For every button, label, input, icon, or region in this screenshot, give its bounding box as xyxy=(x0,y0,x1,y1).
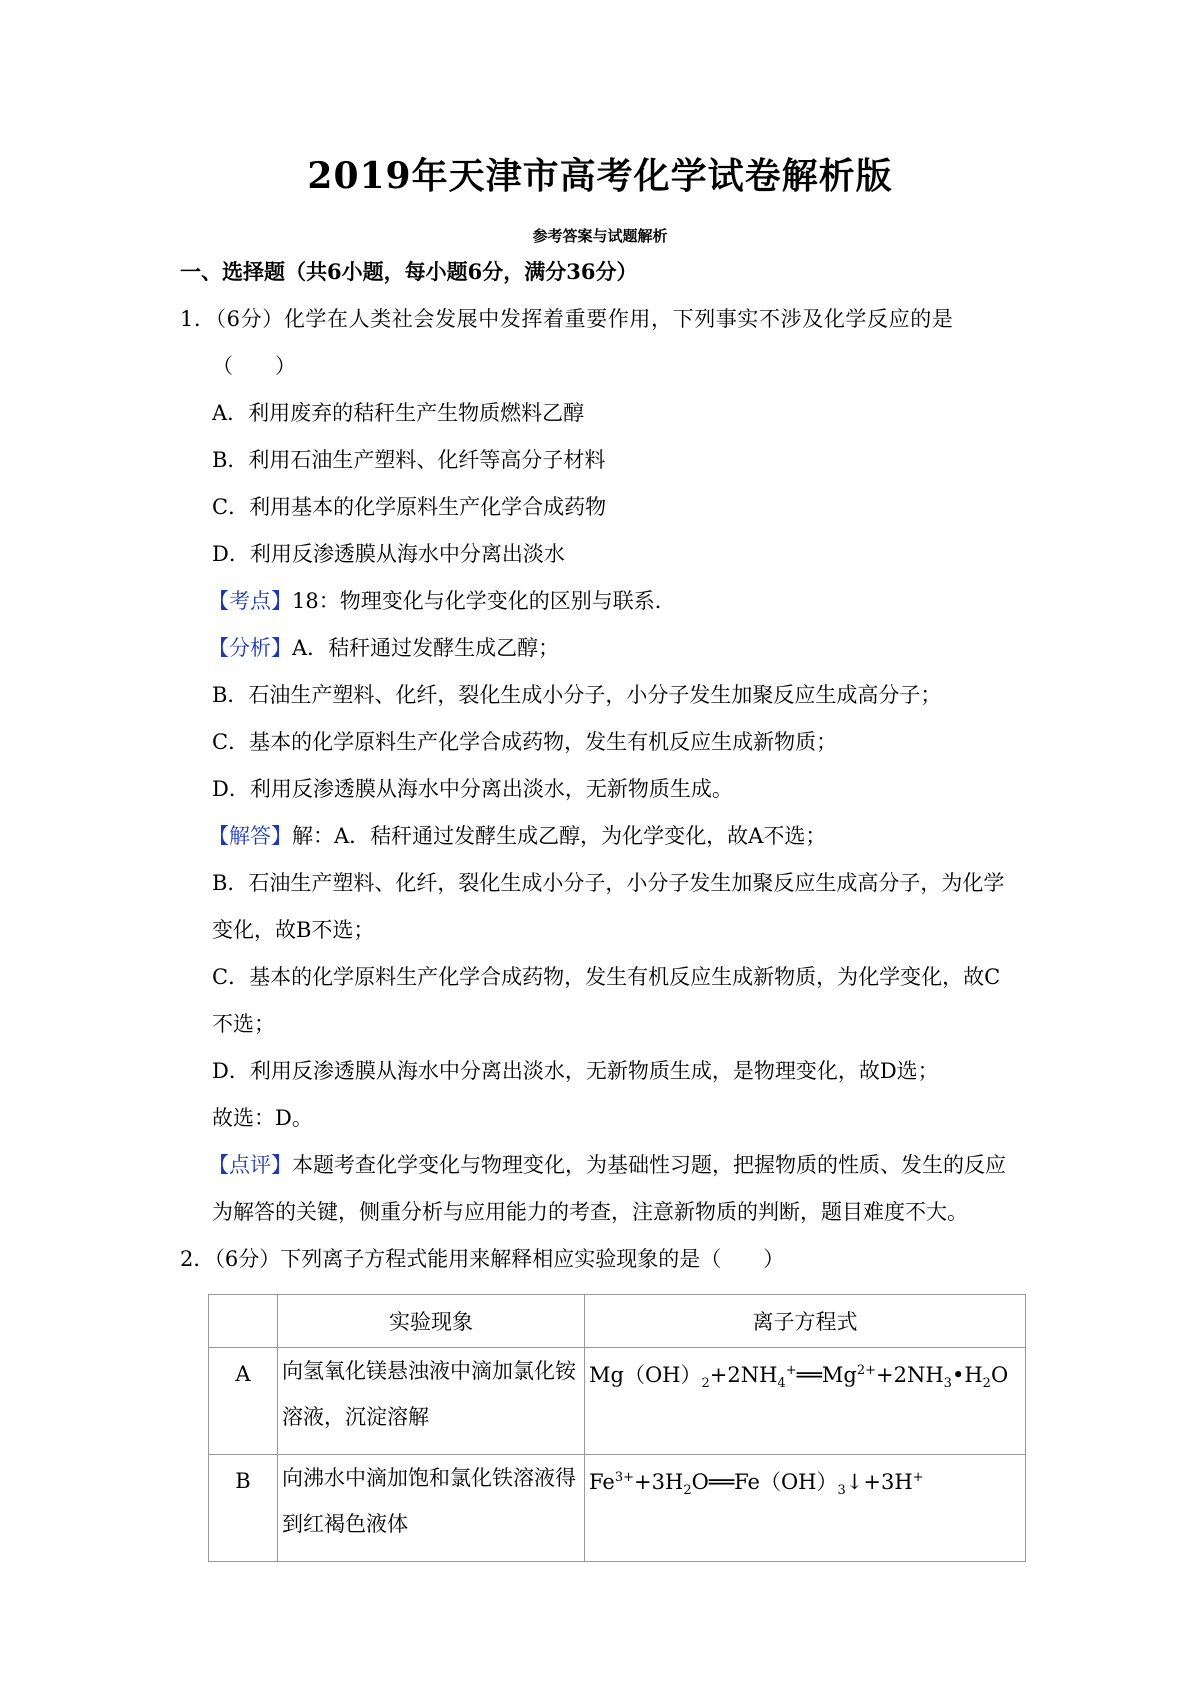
eq-a-sub: 3 xyxy=(943,1376,952,1392)
eq-b-sub: 2 xyxy=(683,1483,692,1499)
eq-b-sup: + xyxy=(912,1470,924,1485)
row-b-phenomenon-line2: 到红褐色液体 xyxy=(282,1512,408,1536)
row-a-phenomenon-line1: 向氢氧化镁悬浊液中滴加氯化铵 xyxy=(282,1359,576,1383)
section-heading: 一、选择题（共6小题，每小题6分，满分36分） xyxy=(180,259,638,284)
table-row xyxy=(209,1348,1026,1455)
dianping-text: 本题考查化学变化与物理变化，为基础性习题，把握物质的性质、发生的反应 xyxy=(292,1153,1006,1177)
fenxi-line xyxy=(208,634,559,662)
fenxi-line-d: D．利用反渗透膜从海水中分离出淡水，无新物质生成。 xyxy=(212,777,733,801)
question-1-option-b: B．利用石油生产塑料、化纤等高分子材料 xyxy=(212,448,606,472)
table-row xyxy=(209,1455,1026,1562)
eq-b-part: O══Fe（OH） xyxy=(691,1470,838,1494)
eq-a-sup: + xyxy=(785,1363,797,1378)
question-2-table xyxy=(208,1294,1026,1562)
fenxi-line-b: B．石油生产塑料、化纤，裂化生成小分子，小分子发生加聚反应生成高分子； xyxy=(212,683,942,707)
jieda-line-b2: 变化，故B不选； xyxy=(212,918,375,942)
kaodian-line xyxy=(208,587,676,615)
question-1-blank: （ ） xyxy=(212,354,296,378)
jieda-line-c1: C．基本的化学原料生产化学合成药物，发生有机反应生成新物质，为化学变化，故C xyxy=(212,965,1001,989)
eq-a-part: +2NH xyxy=(876,1363,944,1387)
eq-b-part: Fe xyxy=(589,1470,615,1494)
row-b-label: B xyxy=(209,1455,278,1562)
eq-b-part: +3H xyxy=(634,1470,684,1494)
fenxi-line-c: C．基本的化学原料生产化学合成药物，发生有机反应生成新物质； xyxy=(212,730,838,754)
row-b-phenomenon xyxy=(278,1455,585,1562)
eq-b-sup: 3+ xyxy=(614,1470,635,1485)
kaodian-text: 18：物理变化与化学变化的区别与联系． xyxy=(292,589,676,613)
eq-a-sub: 2 xyxy=(701,1376,710,1392)
eq-a-part: +2NH xyxy=(709,1363,778,1387)
document-title: 2019年天津市高考化学试卷解析版 xyxy=(307,155,893,197)
document-subtitle: 参考答案与试题解析 xyxy=(532,227,668,245)
jieda-line-b1: B．石油生产塑料、化纤，裂化生成小分子，小分子发生加聚反应生成高分子，为化学 xyxy=(212,871,1005,895)
table-header-phenomenon: 实验现象 xyxy=(278,1295,585,1348)
eq-a-part: Mg（OH） xyxy=(589,1363,702,1387)
jieda-line-c2: 不选； xyxy=(212,1012,275,1036)
eq-b-part: ↓+3H xyxy=(845,1470,913,1494)
eq-a-sub: 4 xyxy=(777,1376,786,1392)
dianping-line-2: 为解答的关键，侧重分析与应用能力的考查，注意新物质的判断，题目难度不大。 xyxy=(212,1200,968,1224)
eq-a-sub: 2 xyxy=(982,1376,991,1392)
jieda-answer: 故选：D。 xyxy=(212,1106,313,1130)
dianping-line xyxy=(208,1151,1006,1179)
question-2-stem: 2．（6分）下列离子方程式能用来解释相应实验现象的是（ ） xyxy=(180,1247,785,1271)
kaodian-tag: 【考点】 xyxy=(208,589,292,613)
row-a-phenomenon xyxy=(278,1348,585,1455)
row-a-label: A xyxy=(209,1348,278,1455)
row-b-phenomenon-line1: 向沸水中滴加饱和氯化铁溶液得 xyxy=(282,1466,576,1490)
eq-a-part: O xyxy=(990,1363,1009,1387)
question-1-option-a: A．利用废弃的秸秆生产生物质燃料乙醇 xyxy=(212,401,585,425)
row-a-phenomenon-line2: 溶液，沉淀溶解 xyxy=(282,1405,429,1429)
jieda-line xyxy=(208,822,826,850)
eq-a-part: ══Mg xyxy=(796,1363,857,1387)
fenxi-text: A．秸秆通过发酵生成乙醇； xyxy=(292,636,560,660)
table-header-equation: 离子方程式 xyxy=(585,1295,1026,1348)
jieda-tag: 【解答】 xyxy=(208,824,292,848)
dianping-tag: 【点评】 xyxy=(208,1153,292,1177)
row-a-equation xyxy=(585,1348,1026,1455)
table-header-empty xyxy=(209,1295,278,1348)
eq-b-sub: 3 xyxy=(837,1483,846,1499)
table-header-row xyxy=(209,1295,1026,1348)
jieda-line-d: D．利用反渗透膜从海水中分离出淡水，无新物质生成，是物理变化，故D选； xyxy=(212,1059,939,1083)
question-1-option-c: C．利用基本的化学原料生产化学合成药物 xyxy=(212,495,607,519)
eq-a-part: •H xyxy=(951,1363,983,1387)
jieda-text: 解：A．秸秆通过发酵生成乙醇，为化学变化，故A不选； xyxy=(292,824,827,848)
fenxi-tag: 【分析】 xyxy=(208,636,292,660)
eq-a-sup: 2+ xyxy=(856,1363,877,1378)
question-1-option-d: D．利用反渗透膜从海水中分离出淡水 xyxy=(212,542,565,566)
question-1-stem: 1．（6分）化学在人类社会发展中发挥着重要作用，下列事实不涉及化学反应的是 xyxy=(180,307,954,331)
row-b-equation xyxy=(585,1455,1026,1562)
